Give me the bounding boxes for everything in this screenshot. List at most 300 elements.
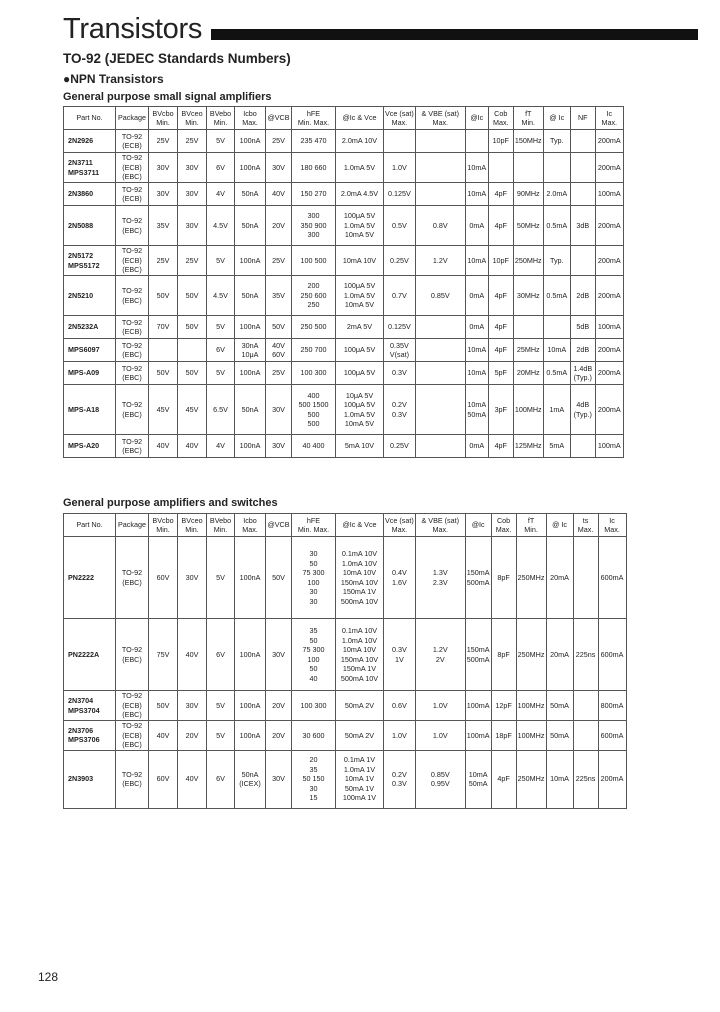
table-cell: 0.5V	[384, 206, 416, 246]
table-cell: 50nA	[235, 385, 266, 435]
table-cell: 20mA	[546, 537, 573, 619]
table-row	[64, 721, 627, 751]
table-cell: 0mA	[465, 316, 488, 339]
part-number-cell: 2N3903	[64, 750, 116, 808]
table-cell	[543, 153, 570, 183]
table-cell: 5dB	[570, 316, 595, 339]
table-cell: 10μA 5V 100μA 5V 1.0mA 5V 10mA 5V	[336, 385, 384, 435]
table-cell: 150 270	[292, 183, 336, 206]
table-row	[64, 246, 624, 276]
table-cell: 0mA	[465, 276, 488, 316]
table-cell: 20V	[178, 721, 207, 751]
table-cell: 100nA	[235, 537, 266, 619]
column-header: @VCB	[266, 514, 292, 537]
column-header: Cob Max.	[491, 514, 516, 537]
table-row	[64, 183, 624, 206]
table-cell: 20mA	[546, 619, 573, 691]
table-cell: 100μA 5V	[336, 362, 384, 385]
table-cell: 10mA 50mA	[465, 750, 491, 808]
table-cell: 100μA 5V 1.0mA 5V 10mA 5V	[336, 206, 384, 246]
table-cell: 1.0V	[415, 691, 465, 721]
table-cell: 0.8V	[415, 206, 465, 246]
column-header: NF	[570, 107, 595, 130]
column-header: & VBE (sat) Max.	[415, 107, 465, 130]
table-cell: 600mA	[598, 721, 626, 751]
table-cell: 100nA	[235, 153, 266, 183]
column-header: hFE Min. Max.	[292, 107, 336, 130]
table-row	[64, 750, 627, 808]
table-cell: 25V	[178, 130, 207, 153]
table-cell	[178, 339, 207, 362]
table-cell: TO-92 (EBC)	[116, 435, 149, 458]
table-cell: 3dB	[570, 206, 595, 246]
table-cell: 100mA	[595, 435, 623, 458]
table-cell: 300 350 900 300	[292, 206, 336, 246]
table-cell: 10mA	[465, 183, 488, 206]
table-cell: 235 470	[292, 130, 336, 153]
table-cell: 10mA 10V	[336, 246, 384, 276]
table-cell: 600mA	[598, 537, 626, 619]
column-header: @Ic	[465, 514, 491, 537]
table-cell	[570, 246, 595, 276]
table-cell: 30V	[266, 750, 292, 808]
table-cell: 125MHz	[513, 435, 543, 458]
table-cell: 35 50 75 300 100 50 40	[292, 619, 336, 691]
table-cell: 3pF	[488, 385, 513, 435]
part-number-cell: MPS-A20	[64, 435, 116, 458]
table-cell: 40V	[178, 435, 207, 458]
column-header: Icbo Max.	[235, 107, 266, 130]
table-cell	[415, 153, 465, 183]
table-cell: 4pF	[488, 339, 513, 362]
table-cell: 40V	[149, 721, 178, 751]
table-cell: 50V	[149, 276, 178, 316]
table-cell: 20 35 50 150 30 15	[292, 750, 336, 808]
column-header: @ Ic	[543, 107, 570, 130]
table-cell: 200 250 600 250	[292, 276, 336, 316]
table-cell	[415, 339, 465, 362]
table-cell: 200mA	[595, 153, 623, 183]
page-title: Transistors	[63, 13, 203, 45]
table-cell: 0.1mA 1V 1.0mA 1V 10mA 1V 50mA 1V 100mA 1V	[336, 750, 384, 808]
column-header: fT Min.	[516, 514, 546, 537]
table-cell: 180 660	[292, 153, 336, 183]
table-cell: 0.35V V(sat)	[384, 339, 416, 362]
table-cell: 5V	[207, 537, 235, 619]
table-cell: 100MHz	[516, 691, 546, 721]
table-cell: 250MHz	[516, 619, 546, 691]
column-header: & VBE (sat) Max.	[415, 514, 465, 537]
table-cell: TO-92 (ECB) (EBC)	[116, 153, 149, 183]
table-cell: 50V	[178, 316, 207, 339]
column-header: ts Max.	[573, 514, 598, 537]
table-cell: 35V	[149, 206, 178, 246]
table-cell: 40V 60V	[266, 339, 292, 362]
table-cell: 1.2V 2V	[415, 619, 465, 691]
table-cell: 30 50 75 300 100 30 30	[292, 537, 336, 619]
table-cell	[465, 130, 488, 153]
table-cell: 2dB	[570, 276, 595, 316]
table-cell: 10mA	[465, 339, 488, 362]
table-cell: 50V	[149, 691, 178, 721]
table-cell: 5pF	[488, 362, 513, 385]
table-cell: 30V	[266, 435, 292, 458]
table-cell	[570, 153, 595, 183]
table-cell: 0.85V	[415, 276, 465, 316]
title-row	[63, 14, 698, 44]
table1-small-signal	[63, 106, 624, 458]
part-number-cell: 2N3711 MPS3711	[64, 153, 116, 183]
table-cell: 100 500	[292, 246, 336, 276]
table-cell: 5V	[207, 246, 235, 276]
table-cell: 30V	[149, 183, 178, 206]
table-cell: 250MHz	[516, 750, 546, 808]
table-cell: 0.125V	[384, 316, 416, 339]
table-cell: 50nA (ICEX)	[235, 750, 266, 808]
table-cell: 25V	[149, 246, 178, 276]
table-cell: 225ns	[573, 750, 598, 808]
table-cell: 4dB (Typ.)	[570, 385, 595, 435]
table-cell: TO-92 (ECB)	[116, 183, 149, 206]
table-cell: 100μA 5V 1.0mA 5V 10mA 5V	[336, 276, 384, 316]
table-cell: 10pF	[488, 246, 513, 276]
table-cell: 30nA 10μA	[235, 339, 266, 362]
table-cell: Typ.	[543, 130, 570, 153]
part-number-cell: 2N5210	[64, 276, 116, 316]
table-cell: 200mA	[595, 276, 623, 316]
table-cell: 6V	[207, 339, 235, 362]
table-cell: 50V	[266, 316, 292, 339]
table-cell: 200mA	[595, 385, 623, 435]
table-cell: 10mA	[465, 362, 488, 385]
table-cell	[573, 537, 598, 619]
table-cell: 6.5V	[207, 385, 235, 435]
table-cell	[488, 153, 513, 183]
table-cell: 100mA	[465, 691, 491, 721]
table-cell: 5V	[207, 316, 235, 339]
table-cell	[570, 435, 595, 458]
table-cell: 60V	[149, 537, 178, 619]
table-cell: TO-92 (EBC)	[116, 385, 149, 435]
table-cell: 50V	[266, 537, 292, 619]
table-cell	[415, 385, 465, 435]
table-cell: 100nA	[235, 246, 266, 276]
table-cell: 10mA	[465, 246, 488, 276]
table-cell: 0.2V 0.3V	[384, 750, 416, 808]
table-cell: 2.0mA	[543, 183, 570, 206]
table-cell: 1.3V 2.3V	[415, 537, 465, 619]
table-cell: 200mA	[595, 206, 623, 246]
table-cell: 0.2V 0.3V	[384, 385, 416, 435]
part-number-cell: PN2222A	[64, 619, 116, 691]
table-cell: TO-92 (ECB)	[116, 130, 149, 153]
table-cell: 8pF	[491, 537, 516, 619]
table-row	[64, 435, 624, 458]
title-bar	[211, 29, 698, 40]
table-cell	[415, 183, 465, 206]
table-cell: 1mA	[543, 385, 570, 435]
table-cell: 60V	[149, 750, 178, 808]
table-cell	[149, 339, 178, 362]
table-cell: 40V	[178, 750, 207, 808]
table-cell: 100mA	[595, 183, 623, 206]
part-number-cell: 2N3704 MPS3704	[64, 691, 116, 721]
table-cell: TO-92 (EBC)	[116, 206, 149, 246]
part-number-cell: MPS-A09	[64, 362, 116, 385]
table-cell: 100nA	[235, 619, 266, 691]
table-cell: TO-92 (ECB) (EBC)	[116, 721, 149, 751]
table-cell: TO-92 (ECB) (EBC)	[116, 246, 149, 276]
table-cell: 45V	[149, 385, 178, 435]
table-cell: 100nA	[235, 435, 266, 458]
table-cell: 40V	[266, 183, 292, 206]
column-header: BVcbo Min.	[149, 107, 178, 130]
table-cell: 50nA	[235, 183, 266, 206]
subtitle: TO-92 (JEDEC Standards Numbers)	[63, 51, 291, 66]
table-cell: 0.25V	[384, 246, 416, 276]
part-number-cell: 2N3706 MPS3706	[64, 721, 116, 751]
header-row	[64, 107, 624, 130]
table-cell: 100μA 5V	[336, 339, 384, 362]
table-cell: 250MHz	[513, 246, 543, 276]
table-row	[64, 130, 624, 153]
table-cell: 200mA	[595, 339, 623, 362]
table-cell: 50V	[178, 362, 207, 385]
column-header: hFE Min. Max.	[292, 514, 336, 537]
table-cell	[384, 130, 416, 153]
table-cell: TO-92 (EBC)	[116, 339, 149, 362]
column-header: Icbo Max.	[235, 514, 266, 537]
table-cell: 0.85V 0.95V	[415, 750, 465, 808]
table-cell: 4V	[207, 183, 235, 206]
table-cell: 0.5mA	[543, 276, 570, 316]
table-cell: 30 600	[292, 721, 336, 751]
table-row	[64, 691, 627, 721]
table-cell	[513, 153, 543, 183]
table-cell: 30V	[178, 537, 207, 619]
table-cell: TO-92 (EBC)	[116, 750, 149, 808]
table-cell: TO-92 (EBC)	[116, 362, 149, 385]
table-cell: 0.4V 1.6V	[384, 537, 416, 619]
table-cell: 30V	[149, 153, 178, 183]
table-cell: 4V	[207, 435, 235, 458]
table-cell: Typ.	[543, 246, 570, 276]
table-cell: 800mA	[598, 691, 626, 721]
table-cell: 0.5mA	[543, 362, 570, 385]
column-header: BVcbo Min.	[149, 514, 178, 537]
table-cell: 50V	[178, 276, 207, 316]
table-cell: 200mA	[595, 130, 623, 153]
table-cell	[570, 130, 595, 153]
table-row	[64, 153, 624, 183]
table-cell: 5mA	[543, 435, 570, 458]
column-header: Part No.	[64, 107, 116, 130]
table-cell: 4pF	[488, 316, 513, 339]
table-cell: 35V	[266, 276, 292, 316]
table-cell: 20V	[266, 721, 292, 751]
table-cell: 1.0mA 5V	[336, 153, 384, 183]
table-cell: 20V	[266, 206, 292, 246]
table-cell: 4pF	[488, 276, 513, 316]
table-cell: 30V	[178, 153, 207, 183]
table-cell: 10mA 50mA	[465, 385, 488, 435]
table-cell: 2dB	[570, 339, 595, 362]
table-cell: 50V	[149, 362, 178, 385]
table-cell: 30MHz	[513, 276, 543, 316]
part-number-cell: 2N5172 MPS5172	[64, 246, 116, 276]
table1-heading: General purpose small signal amplifiers	[63, 91, 272, 103]
header-row	[64, 514, 627, 537]
part-number-cell: MPS-A18	[64, 385, 116, 435]
table-cell: 10pF	[488, 130, 513, 153]
table-cell	[573, 721, 598, 751]
column-header: @Ic & Vce	[336, 107, 384, 130]
table-cell: 50mA 2V	[336, 721, 384, 751]
part-number-cell: 2N2926	[64, 130, 116, 153]
table-cell: 50nA	[235, 206, 266, 246]
table-cell: 5V	[207, 362, 235, 385]
table-row	[64, 276, 624, 316]
table-cell: 100MHz	[516, 721, 546, 751]
table-cell: TO-92 (ECB)	[116, 316, 149, 339]
column-header: Part No.	[64, 514, 116, 537]
table-cell	[415, 435, 465, 458]
page-number: 128	[38, 970, 59, 984]
part-number-cell: 2N5232A	[64, 316, 116, 339]
table-cell	[415, 130, 465, 153]
table-cell: 6V	[207, 619, 235, 691]
table-cell: 50MHz	[513, 206, 543, 246]
column-header: BVebo Min.	[207, 107, 235, 130]
table-cell: 30V	[266, 385, 292, 435]
column-header: Ic Max.	[598, 514, 626, 537]
table-cell	[573, 691, 598, 721]
table-cell: 50mA	[546, 721, 573, 751]
table-cell: 200mA	[595, 362, 623, 385]
table-cell: 200mA	[598, 750, 626, 808]
table-cell: 1.4dB (Typ.)	[570, 362, 595, 385]
column-header: Vce (sat) Max.	[384, 514, 416, 537]
table-cell: 400 500 1500 500 500	[292, 385, 336, 435]
table-cell: 25V	[149, 130, 178, 153]
column-header: @ Ic	[546, 514, 573, 537]
column-header: Package	[116, 514, 149, 537]
table-cell: 0mA	[465, 435, 488, 458]
table-cell: 10mA	[546, 750, 573, 808]
table-cell: 18pF	[491, 721, 516, 751]
table-cell: 8pF	[491, 619, 516, 691]
table-cell: TO-92 (EBC)	[116, 619, 149, 691]
table-cell: 0.25V	[384, 435, 416, 458]
table-cell: 250 500	[292, 316, 336, 339]
table-cell: 0.5mA	[543, 206, 570, 246]
table-cell: 5mA 10V	[336, 435, 384, 458]
table-cell: 40V	[149, 435, 178, 458]
table-cell	[415, 316, 465, 339]
table-cell	[543, 316, 570, 339]
table-cell: 150mA 500mA	[465, 537, 491, 619]
table-cell: 30V	[266, 619, 292, 691]
table-cell: 4pF	[488, 183, 513, 206]
table-cell: 100nA	[235, 691, 266, 721]
table-cell: 30V	[178, 691, 207, 721]
table-cell: 20V	[266, 691, 292, 721]
table-cell: 25V	[266, 130, 292, 153]
table-cell: 0.125V	[384, 183, 416, 206]
table-cell: 4pF	[488, 206, 513, 246]
table-row	[64, 385, 624, 435]
column-header: BVebo Min.	[207, 514, 235, 537]
table-cell: 5V	[207, 691, 235, 721]
table-row	[64, 362, 624, 385]
table-cell: 100 300	[292, 691, 336, 721]
table-cell: 1.0V	[415, 721, 465, 751]
table-cell: 1.2V	[415, 246, 465, 276]
table-cell: 100mA	[595, 316, 623, 339]
table-cell: 40 400	[292, 435, 336, 458]
column-header: Vce (sat) Max.	[384, 107, 416, 130]
column-header: BVceo Min.	[178, 514, 207, 537]
table-cell: 4.5V	[207, 276, 235, 316]
table-cell: 100nA	[235, 130, 266, 153]
table-cell: 20MHz	[513, 362, 543, 385]
table-cell: 4pF	[491, 750, 516, 808]
column-header: Package	[116, 107, 149, 130]
table-cell: 150MHz	[513, 130, 543, 153]
table-row	[64, 206, 624, 246]
table-cell: 0.3V	[384, 362, 416, 385]
table-cell: TO-92 (EBC)	[116, 276, 149, 316]
table-cell: 600mA	[598, 619, 626, 691]
table-row	[64, 316, 624, 339]
table-cell: 150mA 500mA	[465, 619, 491, 691]
table-cell: 250 700	[292, 339, 336, 362]
table-cell: 100MHz	[513, 385, 543, 435]
table-cell: 50mA 2V	[336, 691, 384, 721]
table-cell: 1.0V	[384, 153, 416, 183]
table-cell: TO-92 (EBC)	[116, 537, 149, 619]
column-header: Cob Max.	[488, 107, 513, 130]
table-cell: 0.3V 1V	[384, 619, 416, 691]
table-cell: 6V	[207, 750, 235, 808]
column-header: @VCB	[266, 107, 292, 130]
table-cell: 45V	[178, 385, 207, 435]
column-header: @Ic	[465, 107, 488, 130]
table-cell: TO-92 (ECB) (EBC)	[116, 691, 149, 721]
table-cell: 4.5V	[207, 206, 235, 246]
table-cell: 100nA	[235, 721, 266, 751]
table-cell: 5V	[207, 721, 235, 751]
part-number-cell: 2N3860	[64, 183, 116, 206]
table-cell: 50mA	[546, 691, 573, 721]
table-cell	[415, 362, 465, 385]
column-header: fT Min.	[513, 107, 543, 130]
part-number-cell: MPS6097	[64, 339, 116, 362]
table-cell: 0.1mA 10V 1.0mA 10V 10mA 10V 150mA 10V 150mA 1V 500mA 10V	[336, 537, 384, 619]
table-cell	[570, 183, 595, 206]
part-number-cell: PN2222	[64, 537, 116, 619]
column-header: @Ic & Vce	[336, 514, 384, 537]
table-cell: 25V	[266, 246, 292, 276]
table-row	[64, 619, 627, 691]
table-cell: 30V	[178, 183, 207, 206]
column-header: Ic Max.	[595, 107, 623, 130]
table-cell: 0.6V	[384, 691, 416, 721]
npn-heading: ●NPN Transistors	[63, 72, 164, 86]
table-cell: 90MHz	[513, 183, 543, 206]
table-cell: 50nA	[235, 276, 266, 316]
table-cell: 25MHz	[513, 339, 543, 362]
